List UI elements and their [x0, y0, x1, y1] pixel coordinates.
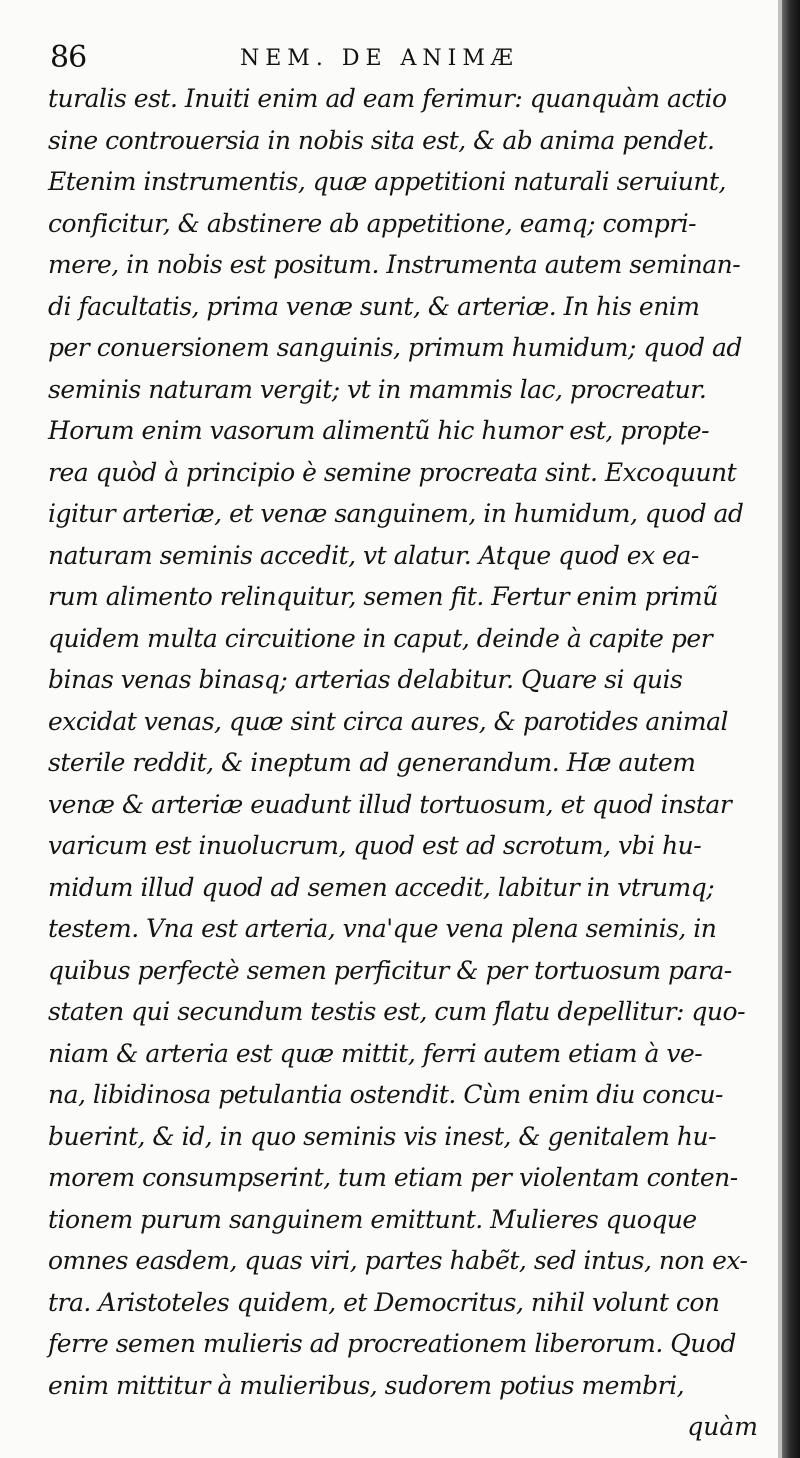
catchword: quàm [687, 1412, 758, 1441]
text-line: ferre semen mulieris ad procreationem liberorum. Quod [48, 1329, 736, 1358]
text-line: omnes easdem, quas viri, partes habẽt, sed intus, non ex- [48, 1246, 748, 1275]
text-line: tionem purum sanguinem emittunt. Mulieres quoque [48, 1204, 697, 1234]
text-line: staten qui secundum testis est, cum flatu depellitur: quo- [48, 997, 746, 1026]
running-head: NEM. DE ANIMÆ [240, 46, 519, 71]
text-line: tra. Aristoteles quidem, et Democritus, nihil volunt con [48, 1287, 720, 1317]
text-line: rum alimento relinquitur, semen fit. Fertur enim primũ [48, 582, 718, 611]
text-line: sterile reddit, & ineptum ad generandum. Hæ autem [48, 748, 696, 777]
text-line: binas venas binasq; arterias delabitur. Quare si quis [48, 665, 683, 694]
text-line: mere, in nobis est positum. Instrumenta autem seminan- [48, 250, 741, 279]
text-line: Horum enim vasorum alimentũ hic humor est, propte- [48, 416, 710, 445]
text-line: igitur arteriæ, et venæ sanguinem, in humidum, quod ad [48, 499, 744, 528]
text-line: testem. Vna est arteria, vna'que vena plena seminis, in [48, 914, 717, 943]
text-line: varicum est inuolucrum, quod est ad scrotum, vbi hu- [48, 831, 702, 860]
text-line: sine controuersia in nobis sita est, & ab anima pendet. [48, 125, 715, 155]
text-line: turalis est. Inuiti enim ad eam ferimur: quanquàm actio [48, 84, 727, 113]
text-line: venæ & arteriæ euadunt illud tortuosum, et quod instar [48, 789, 732, 819]
text-line: buerint, & id, in quo seminis vis inest, & genitalem hu- [48, 1121, 717, 1151]
text-line: di facultatis, prima venæ sunt, & arteriæ. In his enim [48, 291, 700, 321]
page-edge [782, 0, 800, 1458]
page-number: 86 [50, 40, 87, 75]
text-line: conficitur, & abstinere ab appetitione, eamq; compri- [48, 208, 697, 238]
body-text [48, 78, 770, 1448]
text-line: enim mittitur à mulieribus, sudorem potius membri, [48, 1370, 685, 1400]
text-line: per conuersionem sanguinis, primum humidum; quod ad [48, 333, 742, 362]
text-line: quibus perfectè semen perficitur & per tortuosum para- [48, 955, 732, 985]
text-line: seminis naturam vergit; vt in mammis lac, procreatur. [48, 374, 707, 404]
text-line: na, libidinosa petulantia ostendit. Cùm enim diu concu- [48, 1080, 724, 1109]
text-line: morem consumpserint, tum etiam per violentam conten- [48, 1163, 738, 1192]
page-header [50, 40, 750, 80]
text-line: naturam seminis accedit, vt alatur. Atque quod ex ea- [48, 540, 699, 570]
text-line: Etenim instrumentis, quæ appetitioni naturali seruiunt, [48, 167, 726, 196]
text-line: excidat venas, quæ sint circa aures, & parotides animal [48, 706, 729, 736]
text-line: midum illud quod ad semen accedit, labitur in vtrumq; [48, 872, 715, 902]
text-line: quidem multa circuitione in caput, deinde à capite per [48, 623, 713, 653]
text-line: niam & arteria est quæ mittit, ferri autem etiam à ve- [48, 1038, 703, 1068]
text-line: rea quòd à principio è semine procreata sint. Excoquunt [48, 457, 737, 487]
